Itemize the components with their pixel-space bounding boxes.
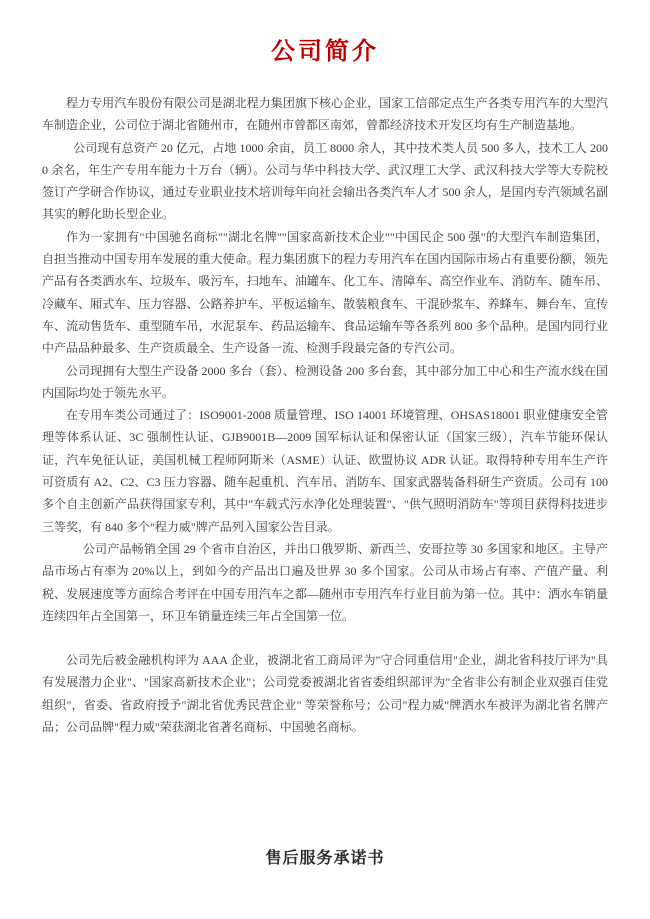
paragraph-assets-staff: 公司现有总资产 20 亿元，占地 1000 余亩，员工 8000 余人，其中技术类人员 500 多人，技术工人 2000 余名，年生产专用车能力十万台（辆）。公司与华中科技大学、武汉理工大学、武汉科技大学等大专院校签订产学研合作协议，通过专业职业技术培训每年向社会输出各类汽车人才 500 余人，是国内专汽领域名副其实的孵化助长型企业。 — [42, 140, 608, 222]
paragraph-certifications: 在专用车类公司通过了：ISO9001-2008 质量管理、ISO 14001 环境管理、OHSAS18001 职业健康安全管理等体系认证、3C 强制性认证、GJB9001B—2009 国军标认证和保密认证（国家三级），汽车节能环保认证，汽车免征认证，美国机械工程师阿斯米（ASME）认证、欧盟协议 ADR 认证。取得特种专用车生产许可资质有 A2、C2、C3 压力容器、随车起重机、汽车吊、消防车、国家武器装备科研生产资质。公司有 100 多个自主创新产品获得国家专利，其中"车载式污水净化处理装置"、"供气照明消防车"等项目获得科技进步三等奖，有 840 多个"程力威"牌产品列入国家公告目录。 — [42, 408, 608, 534]
paragraph-equipment: 公司现拥有大型生产设备 2000 多台（套）、检测设备 200 多台套，其中部分加工中心和生产流水线在国内国际均处于领先水平。 — [42, 363, 608, 400]
paragraph-company-intro: 程力专用汽车股份有限公司是湖北程力集团旗下核心企业，国家工信部定点生产各类专用汽车的大型汽车制造企业，公司位于湖北省随州市，在随州市曾都区南郊，曾都经济技术开发区均有生产制造基地。 — [42, 96, 608, 133]
document-body — [42, 92, 608, 738]
paragraph-market-share: 公司产品畅销全国 29 个省市自治区，并出口俄罗斯、新西兰、安哥拉等 30 多国家和地区。主导产品市场占有率为 20%以上，到如今的产品出口遍及世界 30 多个国家。公司从市场占有率、产值产量、利税、发展速度等方面综合考评在中国专用汽车之都—随州市专用汽车行业目前为第一位。其中：洒水车销量连续四年占全国第一，环卫车销量连续三年占全国第一位。 — [42, 541, 608, 623]
after-sales-service-heading: 售后服务承诺书 — [265, 850, 385, 868]
paragraph-brands-products: 作为一家拥有"中国驰名商标""湖北名牌""国家高新技术企业""中国民企 500 强"的大型汽车制造集团，自担当推动中国专用车发展的重大使命。程力集团旗下的程力专用汽车在国内国际市场占有重要份额，领先产品有各类洒水车、垃圾车、吸污车，扫地车、油罐车、化工车、清障车、高空作业车、消防车、随车吊、冷藏车、厢式车、压力容器、公路养护车、平板运输车、散装粮食车、干混砂浆车、养蜂车、舞台车、宣传车、流动售货车、重型随车吊，水泥泵车、药品运输车、食品运输车等各系列 800 多个品种。是国内同行业中产品品种最多、生产资质最全、生产设备一流、检测手段最完备的专汽公司。 — [42, 229, 608, 356]
page-title: 公司简介 — [271, 39, 379, 65]
paragraph-honors: 公司先后被金融机构评为 AAA 企业，被湖北省工商局评为"守合同重信用"企业，湖北省科技厅评为"具有发展潜力企业"、"国家高新技术企业"；公司党委被湖北省省委组织部评为"全省非公有制企业双强百佳党组织"，省委、省政府授予"湖北省优秀民营企业" 等荣誉称号；公司"程力威"牌洒水车被评为湖北省名牌产品；公司品牌"程力威"荣获湖北省著名商标、中国驰名商标。 — [42, 653, 608, 735]
